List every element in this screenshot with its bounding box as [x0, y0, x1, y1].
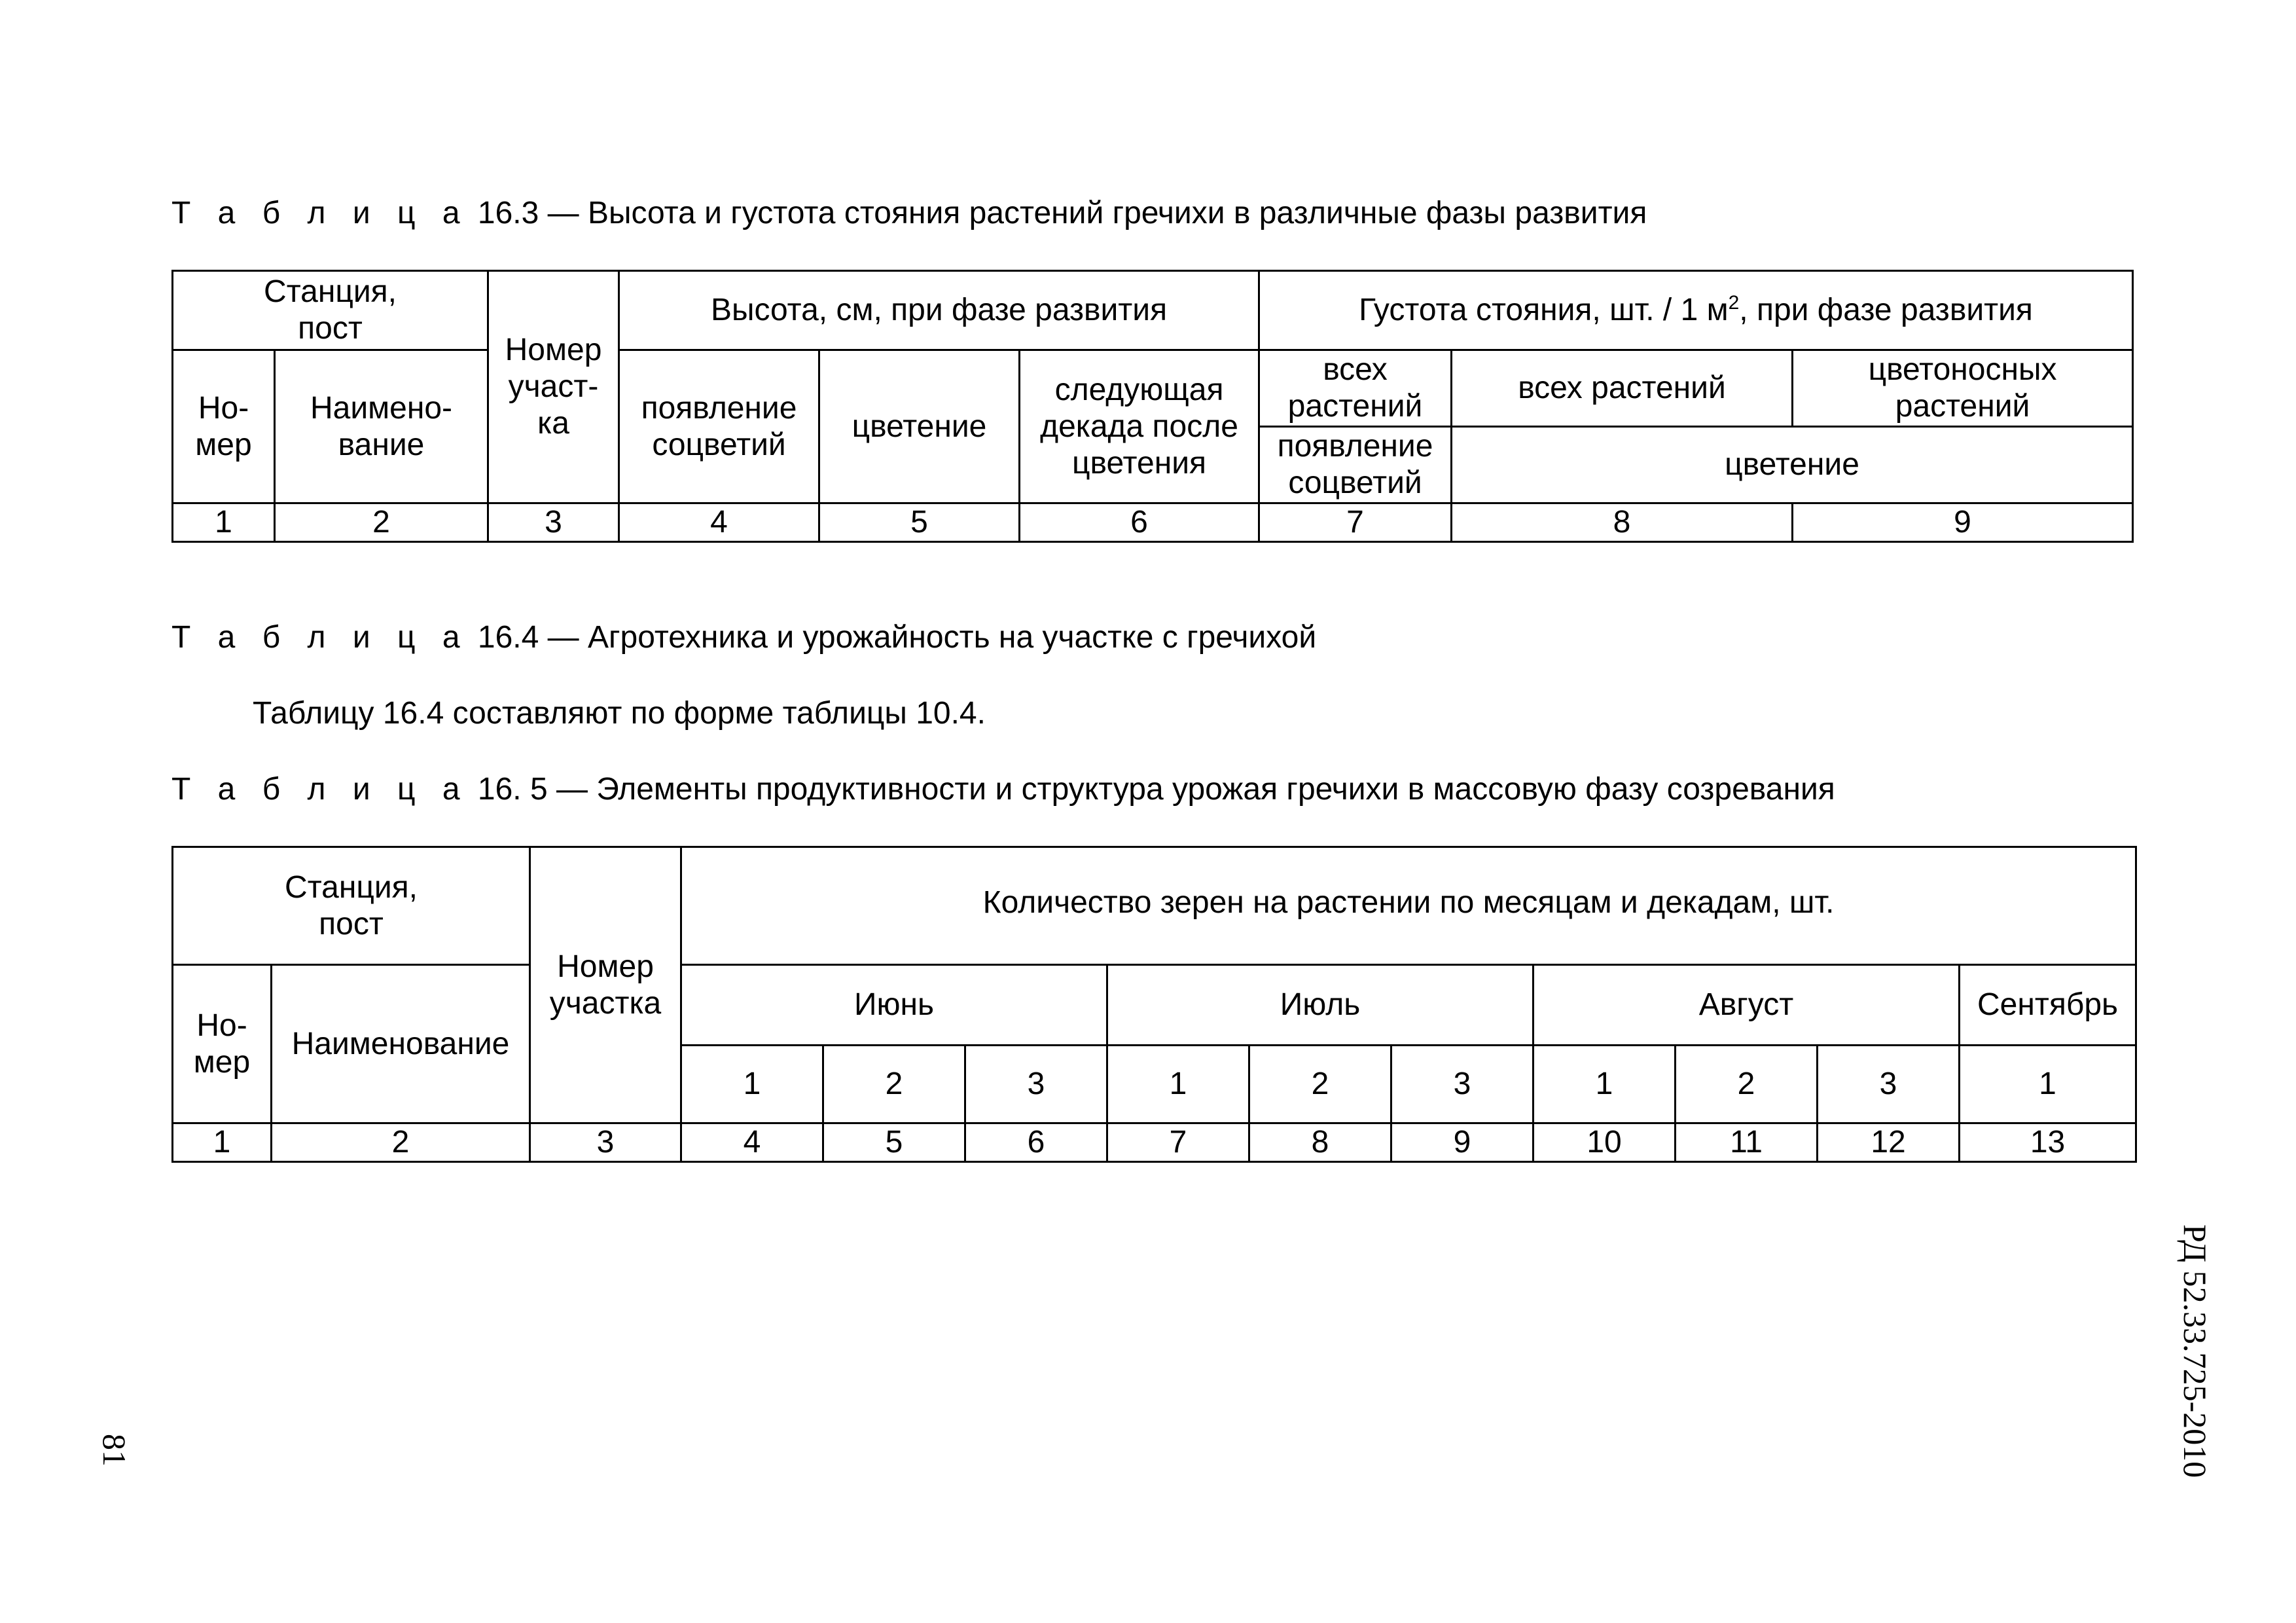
- column-number-cell: 2: [272, 1123, 530, 1162]
- column-number-cell: 4: [619, 503, 819, 542]
- decade-cell: 2: [823, 1046, 965, 1123]
- density-header-text: Густота стояния, шт. / 1 м: [1359, 293, 1729, 327]
- table-16-5-caption: [171, 771, 1835, 808]
- decade-cell: 1: [1107, 1046, 1249, 1123]
- column-number-row: [173, 1123, 2136, 1162]
- decade-cell: 1: [1960, 1046, 2136, 1123]
- table-16-3: [171, 270, 2134, 543]
- caption-text: 16.3 — Высота и густота стояния растений гречихи в различные фазы развития: [477, 196, 1647, 230]
- month-august-header: Август: [1534, 965, 1960, 1046]
- table-label: Т а б л и ц а: [171, 196, 469, 230]
- column-number-row: [173, 503, 2133, 542]
- column-number-cell: 13: [1960, 1123, 2136, 1162]
- month-june-header: Июнь: [681, 965, 1107, 1046]
- height-flowering-header: цветение: [819, 350, 1020, 503]
- month-july-header: Июль: [1107, 965, 1534, 1046]
- column-number-cell: 5: [819, 503, 1020, 542]
- column-number-cell: 6: [1020, 503, 1259, 542]
- column-number-cell: 6: [965, 1123, 1107, 1162]
- column-number-cell: 3: [488, 503, 619, 542]
- plot-number-header: Номер участка: [530, 847, 681, 1123]
- decade-cell: 3: [965, 1046, 1107, 1123]
- density-all-plants-2-header: всех растений: [1452, 350, 1793, 427]
- station-header: Станция, пост: [173, 271, 488, 350]
- name-header: Наимено- вание: [275, 350, 488, 503]
- table-16-5: [171, 846, 2137, 1163]
- number-header: Но- мер: [173, 965, 272, 1123]
- column-number-cell: 1: [173, 503, 275, 542]
- density-flowering-plants-header: цветоносных растений: [1793, 350, 2133, 427]
- grain-count-header: Количество зерен на растении по месяцам и декадам, шт.: [681, 847, 2136, 965]
- document-code: РД 52.33.725-2010: [2177, 1224, 2214, 1478]
- table-label: Т а б л и ц а: [171, 620, 469, 655]
- density-flowering-header: цветение: [1452, 427, 2133, 503]
- table-label: Т а б л и ц а: [171, 772, 469, 807]
- column-number-cell: 7: [1107, 1123, 1249, 1162]
- decade-cell: 1: [1534, 1046, 1676, 1123]
- decade-cell: 1: [681, 1046, 823, 1123]
- column-number-cell: 3: [530, 1123, 681, 1162]
- column-number-cell: 5: [823, 1123, 965, 1162]
- plot-number-header: Номер участ- ка: [488, 271, 619, 503]
- name-header: Наименование: [272, 965, 530, 1123]
- column-number-cell: 9: [1793, 503, 2133, 542]
- month-september-header: Сентябрь: [1960, 965, 2136, 1046]
- decade-cell: 2: [1249, 1046, 1391, 1123]
- table-16-3-caption: [171, 195, 1647, 232]
- station-header: Станция, пост: [173, 847, 530, 965]
- decade-cell: 3: [1391, 1046, 1534, 1123]
- density-group-header: [1259, 271, 2133, 350]
- column-number-cell: 8: [1452, 503, 1793, 542]
- density-all-plants-1-header: всех растений: [1259, 350, 1452, 427]
- column-number-cell: 11: [1676, 1123, 1818, 1162]
- number-header: Но- мер: [173, 350, 275, 503]
- density-emergence-header: появление соцветий: [1259, 427, 1452, 503]
- table-16-4-note: Таблицу 16.4 составляют по форме таблицы 10.4.: [253, 696, 986, 731]
- column-number-cell: 10: [1534, 1123, 1676, 1162]
- column-number-cell: 8: [1249, 1123, 1391, 1162]
- column-number-cell: 12: [1818, 1123, 1960, 1162]
- caption-text: 16.4 — Агротехника и урожайность на участке с гречихой: [477, 620, 1317, 655]
- decade-cell: 2: [1676, 1046, 1818, 1123]
- height-group-header: Высота, см, при фазе развития: [619, 271, 1259, 350]
- table-16-4-caption: [171, 619, 1316, 656]
- height-next-decade-header: следующая декада после цветения: [1020, 350, 1259, 503]
- decade-cell: 3: [1818, 1046, 1960, 1123]
- height-emergence-header: появление соцветий: [619, 350, 819, 503]
- column-number-cell: 2: [275, 503, 488, 542]
- column-number-cell: 4: [681, 1123, 823, 1162]
- density-header-tail: , при фазе развития: [1739, 293, 2033, 327]
- density-header-sup: 2: [1728, 292, 1740, 314]
- column-number-cell: 7: [1259, 503, 1452, 542]
- page-number: 81: [96, 1434, 133, 1467]
- caption-text: 16. 5 — Элементы продуктивности и структура урожая гречихи в массовую фазу созревания: [477, 772, 1835, 807]
- column-number-cell: 1: [173, 1123, 272, 1162]
- column-number-cell: 9: [1391, 1123, 1534, 1162]
